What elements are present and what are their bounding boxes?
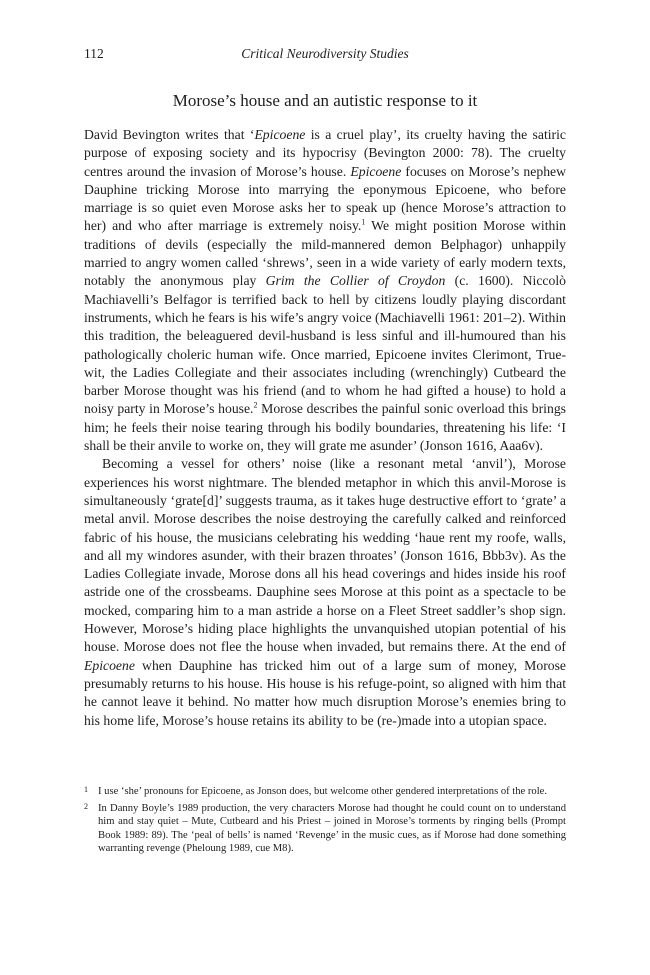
text-run: focuses on Morose’s nephew Dauphine tricking Morose into marrying the eponymous Epicoene, who before marriage is so quiet even Morose asks her to speak up (hence Morose’s attraction to her) and who after marriage is extremely noisy. [84,163,567,234]
page-header [84,46,566,66]
italic-title: Epicoene [350,163,402,179]
footnote-ref[interactable]: 1 [361,217,366,227]
section-heading: Morose’s house and an autistic response to it [172,91,478,110]
italic-title: Epicoene [84,657,135,673]
running-head: Critical Neurodiversity Studies [241,46,409,61]
text-run: Becoming a vessel for others’ noise (like a resonant metal ‘anvil’), Morose experiences his worst nightmare. The blended metaphor in which this anvil-Morose is simultaneously ‘grate[d]’ suggests trauma, as it takes huge destructive effort to ‘grate’ a metal anvil. Morose describes the noise destroying the carefully calked and reinforced fabric of his house, the musicians celebrating his wedding ‘haue rent my roofe, walls, and all my windores asunder, with their brazen throates’ (Jonson 1616, Bbb3v). As the Ladies Collegiate invade, Morose dons all his head coverings and hides inside his roof astride one of the crossbeams. Dauphine sees Morose at this point as a spectacle to be mocked, comparing him to a man astride a horse on a Fleet Street saddler’s shop sign. However, Morose’s hiding place highlights the unvanquished utopian potential of his house. Morose does not flee the house when invaded, but remains there. At the end of [84,456,566,655]
footnote-text: In Danny Boyle’s 1989 production, the very characters Morose had thought he could count on to understand him and stay quiet – Mute, Cutbeard and his Priest – joined in Morose’s torments by ringing bells (Prompt Book 1989: 89). The ‘peal of bells’ is named ‘Revenge’ in the music cues, as if Morose had done something warranting revenge (Pheloung 1989, cue M8). [98,802,566,854]
paragraph [84,126,566,455]
text-run: is a cruel play’, its cruelty having the satiric purpose of exposing society and its hypocrisy (Bevington 2000: 78). The cruelty centres around the invasion of Morose’s house. [84,127,566,179]
text-run: We might position Morose within traditions of devils (especially the mild-mannered demon Belphagor) unhappily married to angry women called ‘shrews’, seen in a wide variety of early modern texts, notably the anonymous play [84,218,566,289]
footnote [84,802,566,856]
footnotes [84,785,566,859]
italic-title: Epicoene [254,127,306,142]
footnote-ref[interactable]: 2 [253,400,258,410]
italic-title: Grim the Collier of Croydon [265,273,446,289]
text-run: David Bevington writes that ‘ [84,127,255,142]
text-run: (c. 1600). Niccolò Machiavelli’s Belfagor is terrified back to hell by citizens loudly playing discordant instruments, which he fears is his wife’s angry voice (Machiavelli 1961: 201–2). Within this tradition, the beleaguered devil-husband is less sinful and ill-humoured than his pathologically choleric human wife. Once married, Epicoene invites Clerimont, True-wit, the Ladies Collegiate and their associates including (wrenchingly) Cutbeard the barber Morose thought was his friend (and to whom he had gifted a house) to hold a noisy party in Morose’s house. [84,273,566,417]
text-run: when Dauphine has tricked him out of a large sum of money, Morose presumably returns to his house. His house is his refuge-point, so aligned with him that he cannot leave it behind. No matter how much disruption Morose’s enemies bring to his home life, Morose’s house retains its ability to be (re-)made into a utopian space. [84,657,566,728]
footnote-mark: 2 [84,801,88,811]
footnote [84,785,566,799]
footnote-mark: 1 [84,785,88,794]
page-number: 112 [84,46,104,61]
text-run: Morose describes the painful sonic overload this brings him; he feels their noise tearing through his bodily boundaries, threatening his life: ‘I shall be their anvile to worke on, they will grate me asunder’ (Jonson 1616, Aaa6v). [84,401,566,454]
paragraph [84,455,566,729]
body-text [84,126,566,730]
footnote-text: I use ‘she’ pronouns for Epicoene, as Jonson does, but welcome other gendered interpretations of the role. [98,786,548,797]
